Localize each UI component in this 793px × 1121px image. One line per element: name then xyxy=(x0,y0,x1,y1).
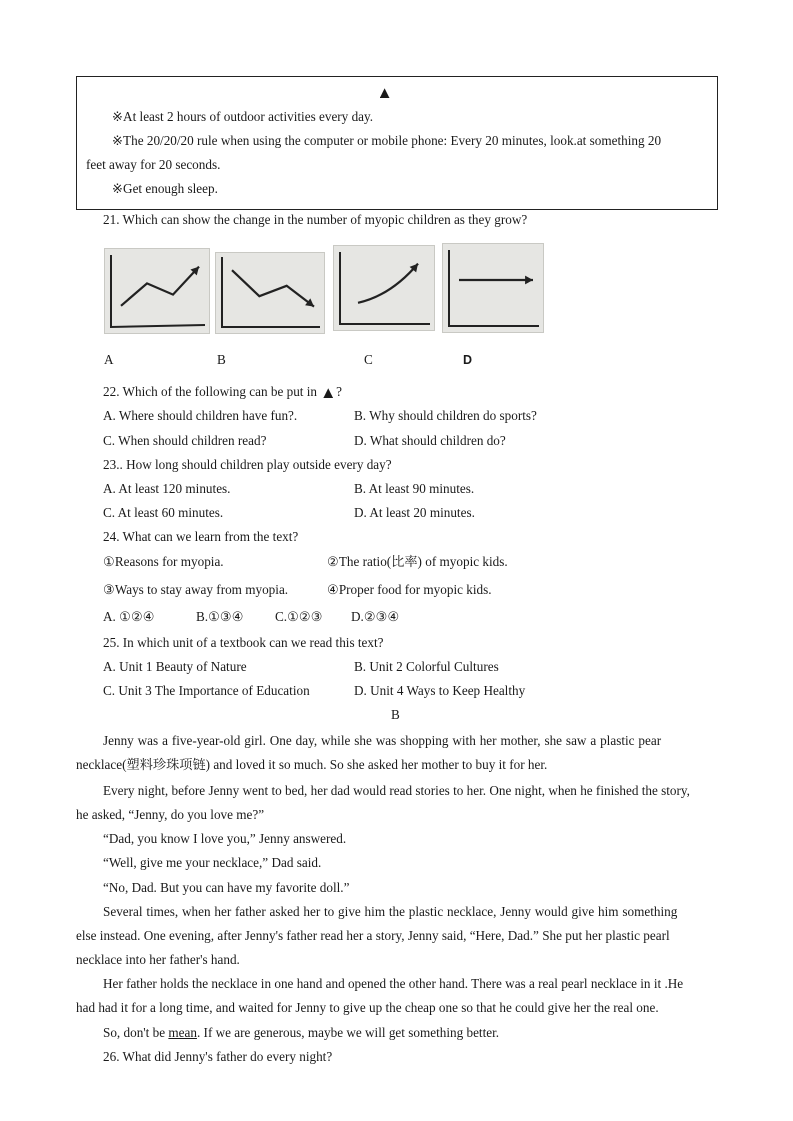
tip-outdoor: ※At least 2 hours of outdoor activities every day. xyxy=(112,109,374,124)
q24-option-b[interactable]: B.①③④ xyxy=(196,609,244,624)
chart-b-image xyxy=(215,252,325,334)
passage-p4-line1: Her father holds the necklace in one hand and opened the other hand. There was a real pearl necklace in it .He xyxy=(103,976,684,991)
q22-stem xyxy=(103,384,342,400)
q22-option-c[interactable]: C. When should children read? xyxy=(103,433,267,448)
passage-p3-line1: Several times, when her father asked her to give him the plastic necklace, Jenny would give him something xyxy=(103,904,678,919)
q24-item-4: ④Proper food for myopic kids. xyxy=(327,582,492,597)
passage-dialogue-2: “Well, give me your necklace,” Dad said. xyxy=(103,855,322,870)
chart-c-line xyxy=(358,264,418,303)
chart-a-axes xyxy=(111,255,205,327)
q25-option-c[interactable]: C. Unit 3 The Importance of Education xyxy=(103,683,310,698)
chart-a-image xyxy=(104,248,210,334)
passage-p3-line3: necklace into her father's hand. xyxy=(76,952,240,967)
passage-p1-line2: necklace(塑料珍珠项链) and loved it so much. So she asked her mother to buy it for her. xyxy=(76,757,548,772)
q23-option-a[interactable]: A. At least 120 minutes. xyxy=(103,481,231,496)
passage-dialogue-1: “Dad, you know I love you,” Jenny answered. xyxy=(103,831,347,846)
chart-c-image xyxy=(333,245,435,331)
underlined-word-mean: mean xyxy=(168,1025,197,1040)
q25-stem: 25. In which unit of a textbook can we read this text? xyxy=(103,635,384,650)
q24-item-1: ①Reasons for myopia. xyxy=(103,554,224,569)
q26-stem: 26. What did Jenny's father do every night? xyxy=(103,1049,333,1064)
q22-stem-text: 22. Which of the following can be put in xyxy=(103,384,318,399)
passage-p2-line2: he asked, “Jenny, do you love me?” xyxy=(76,807,265,822)
chart-b-line xyxy=(232,270,314,306)
passage-dialogue-3: “No, Dad. But you can have my favorite doll.” xyxy=(103,880,350,895)
q25-option-b[interactable]: B. Unit 2 Colorful Cultures xyxy=(354,659,499,674)
chart-a-svg xyxy=(105,249,209,333)
chart-d-axes xyxy=(449,250,539,326)
blank-marker xyxy=(380,84,389,100)
q24-stem: 24. What can we learn from the text? xyxy=(103,529,299,544)
q25-option-d[interactable]: D. Unit 4 Ways to Keep Healthy xyxy=(354,683,526,698)
q21-option-d[interactable]: D xyxy=(463,353,473,367)
passage-p2-line1: Every night, before Jenny went to bed, her dad would read stories to her. One night, when he finished the story, xyxy=(103,783,690,798)
q23-option-d[interactable]: D. At least 20 minutes. xyxy=(354,505,475,520)
q23-option-b[interactable]: B. At least 90 minutes. xyxy=(354,481,475,496)
blank-triangle: ▲ xyxy=(380,85,390,99)
passage-p5-pre: So, don't be xyxy=(103,1025,169,1040)
q21-stem: 21. Which can show the change in the number of myopic children as they grow? xyxy=(103,212,528,227)
q23-stem: 23.. How long should children play outside every day? xyxy=(103,457,392,472)
q22-option-b[interactable]: B. Why should children do sports? xyxy=(354,408,537,423)
q22-option-d[interactable]: D. What should children do? xyxy=(354,433,506,448)
q24-option-d[interactable]: D.②③④ xyxy=(351,609,400,624)
chart-c-axes xyxy=(340,252,430,324)
q24-item-2: ②The ratio(比率) of myopic kids. xyxy=(327,554,508,569)
tip-sleep: ※Get enough sleep. xyxy=(112,181,218,196)
chart-c-svg xyxy=(334,246,434,330)
passage-p5-post: . If we are generous, maybe we will get something better. xyxy=(196,1025,500,1040)
chart-d-svg xyxy=(443,244,543,332)
q24-option-a[interactable]: A. ①②④ xyxy=(103,609,155,624)
q22-stem-end: ? xyxy=(336,384,342,399)
passage-p5 xyxy=(103,1025,499,1041)
passage-p1-line1: Jenny was a five-year-old girl. One day, while she was shopping with her mother, she saw a plastic pear xyxy=(103,733,662,748)
tip-202020-rule: ※The 20/20/20 rule when using the computer or mobile phone: Every 20 minutes, look.at something 20 xyxy=(112,133,662,148)
q24-option-c[interactable]: C.①②③ xyxy=(275,609,323,624)
tip-202020-rule-cont: feet away for 20 seconds. xyxy=(86,157,221,172)
chart-d-arrowhead xyxy=(525,276,533,285)
chart-d-image xyxy=(442,243,544,333)
q21-option-b[interactable]: B xyxy=(217,352,226,367)
q23-option-c[interactable]: C. At least 60 minutes. xyxy=(103,505,224,520)
q22-blank: ▲ xyxy=(323,385,333,399)
passage-p3-line2: else instead. One evening, after Jenny's father read her a story, Jenny said, “Here, Dad.” She put her plastic pearl xyxy=(76,928,670,943)
q21-option-a[interactable]: A xyxy=(104,352,114,367)
q21-option-c[interactable]: C xyxy=(364,352,373,367)
q24-item-3: ③Ways to stay away from myopia. xyxy=(103,582,289,597)
passage-p4-line2: had had it for a long time, and waited for Jenny to give up the cheap one so that he could give her the real one. xyxy=(76,1000,659,1015)
q22-option-a[interactable]: A. Where should children have fun?. xyxy=(103,408,298,423)
chart-a-line xyxy=(121,267,199,306)
chart-b-svg xyxy=(216,253,324,333)
q25-option-a[interactable]: A. Unit 1 Beauty of Nature xyxy=(103,659,247,674)
passage-title: B xyxy=(391,707,400,722)
